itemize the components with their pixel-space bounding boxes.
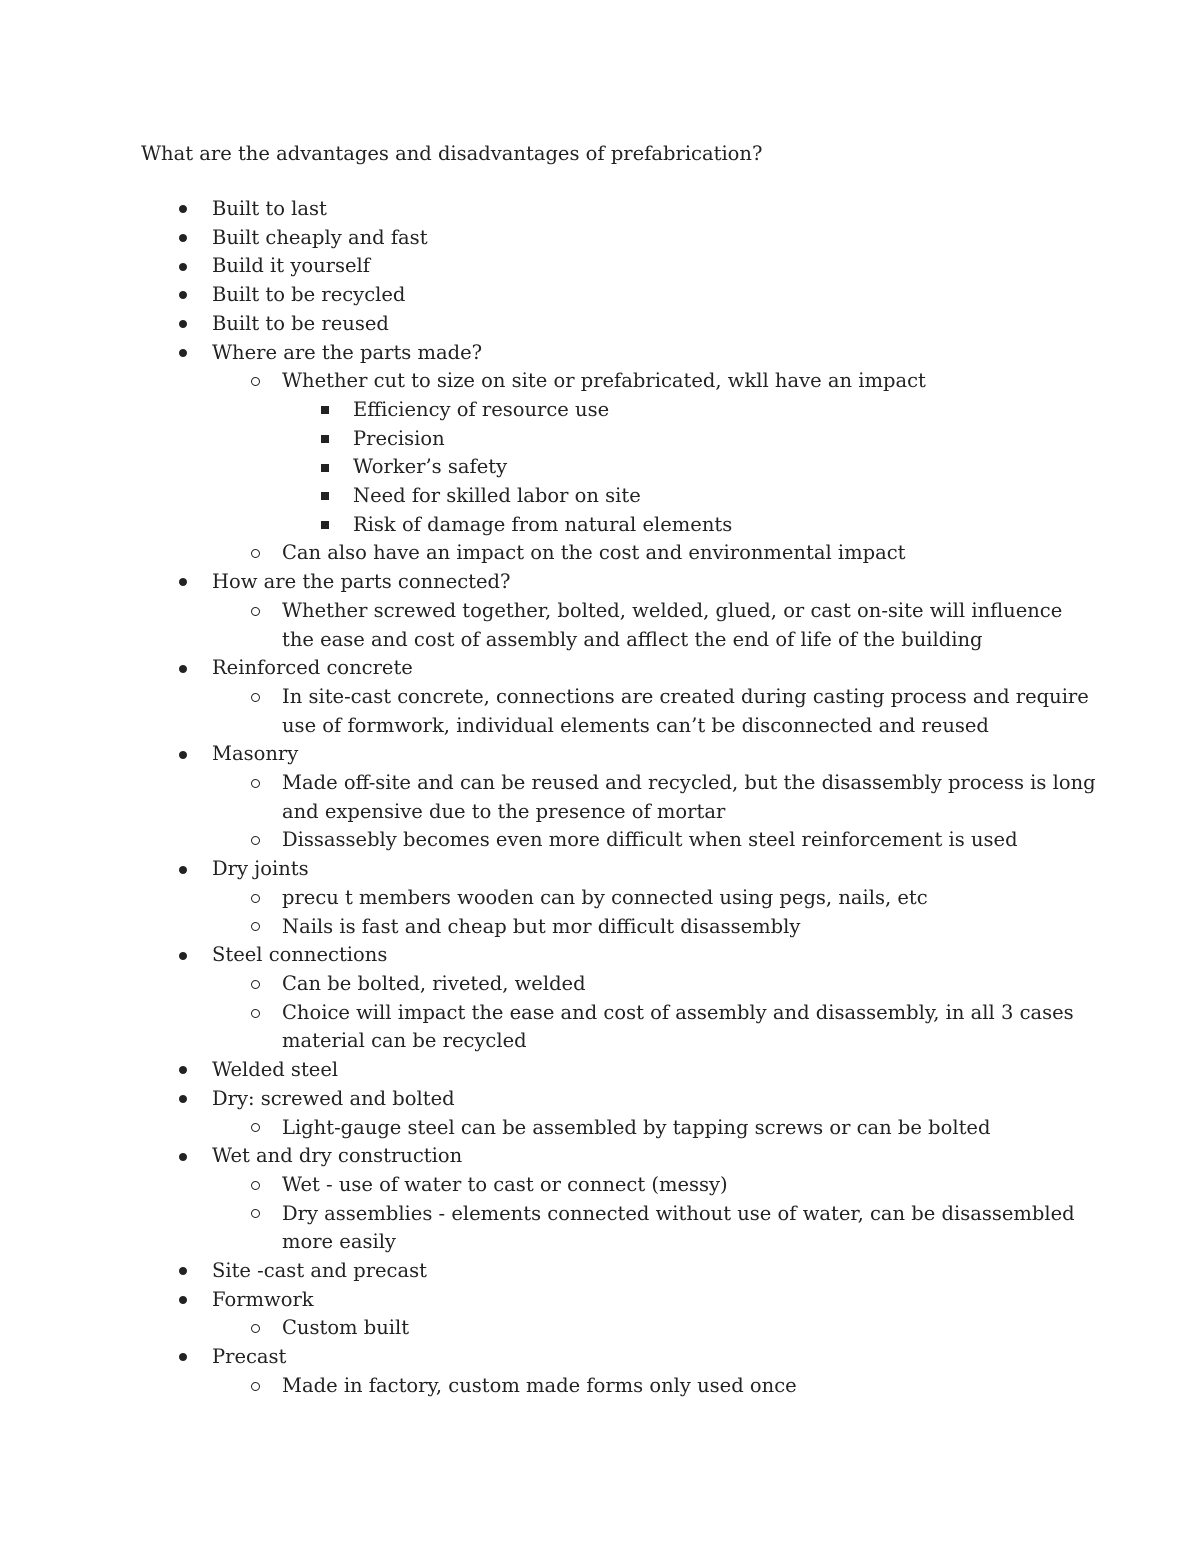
outline-item-text: Efficiency of resource use — [353, 397, 610, 421]
bullet-circle-icon — [249, 597, 261, 626]
outline-item-level-1 — [0, 654, 1200, 683]
outline-item-text: Formwork — [212, 1287, 314, 1311]
outline-item-level-2 — [0, 769, 1200, 826]
outline-item-level-1 — [0, 740, 1200, 769]
bullet-disc-icon — [177, 1085, 189, 1114]
outline-item-level-2 — [0, 367, 1200, 396]
outline-item-text: Site -cast and precast — [212, 1259, 427, 1283]
outline-item-text: Precision — [353, 426, 445, 450]
outline-item-level-1 — [0, 195, 1200, 224]
outline-item-level-2 — [0, 683, 1200, 740]
bullet-disc-icon — [177, 855, 189, 884]
outline-item-level-3 — [0, 482, 1200, 511]
outline-item-text-continued: more easily — [282, 1230, 396, 1254]
outline-item-level-2 — [0, 1114, 1200, 1143]
outline-item-text: Dry joints — [212, 857, 309, 881]
outline-item-text: Built to last — [212, 197, 327, 220]
outline-item-text: Worker’s safety — [353, 455, 508, 479]
outline-item-level-1 — [0, 1343, 1200, 1372]
outline-item-text: Need for skilled labor on site — [353, 484, 641, 508]
outline-item-text: Whether screwed together, bolted, welded, glued, or cast on-site will influence — [282, 598, 1063, 622]
bullet-disc-icon — [177, 195, 189, 224]
bullet-square-icon — [319, 511, 331, 540]
bullet-square-icon — [319, 453, 331, 482]
outline-item-text: Dry assemblies - elements connected without use of water, can be disassembled — [282, 1201, 1075, 1225]
bullet-disc-icon — [177, 1056, 189, 1085]
bullet-disc-icon — [177, 224, 189, 253]
bullet-circle-icon — [249, 1171, 261, 1200]
bullet-circle-icon — [249, 999, 261, 1028]
outline-item-text-continued: the ease and cost of assembly and afflect the end of life of the building — [282, 627, 983, 651]
outline-item-text-continued: and expensive due to the presence of mortar — [282, 799, 726, 823]
outline-item-text: Masonry — [212, 742, 299, 766]
bullet-disc-icon — [177, 568, 189, 597]
bullet-circle-icon — [249, 683, 261, 712]
question-heading: What are the advantages and disadvantages of prefabrication? — [141, 142, 763, 165]
outline-item-text: Steel connections — [212, 943, 388, 967]
outline-item-text: Choice will impact the ease and cost of assembly and disassembly, in all 3 cases — [282, 1000, 1074, 1024]
outline-item-text: Can be bolted, riveted, welded — [282, 971, 586, 995]
bullet-square-icon — [319, 425, 331, 454]
outline-item-text: Wet and dry construction — [212, 1144, 463, 1168]
bullet-disc-icon — [177, 1142, 189, 1171]
bullet-disc-icon — [177, 740, 189, 769]
outline-item-level-1 — [0, 252, 1200, 281]
bullet-circle-icon — [249, 539, 261, 568]
outline-item-level-3 — [0, 425, 1200, 454]
outline-item-level-2 — [0, 1171, 1200, 1200]
outline-item-text: Dissassebly becomes even more difficult when steel reinforcement is used — [282, 828, 1018, 852]
outline-item-level-1 — [0, 1257, 1200, 1286]
outline-item-text: Made off-site and can be reused and recycled, but the disassembly process is long — [282, 771, 1096, 795]
outline-item-text: Welded steel — [212, 1058, 339, 1082]
outline-item-text: Built to be reused — [212, 311, 389, 335]
outline-item-level-3 — [0, 453, 1200, 482]
bullet-disc-icon — [177, 1257, 189, 1286]
outline-item-text: Custom built — [282, 1316, 410, 1340]
outline-item-text: In site-cast concrete, connections are created during casting process and require — [282, 684, 1089, 708]
bullet-circle-icon — [249, 769, 261, 798]
bullet-square-icon — [319, 482, 331, 511]
bullet-circle-icon — [249, 884, 261, 913]
outline-item-text: Can also have an impact on the cost and environmental impact — [282, 541, 906, 565]
outline-item-level-2 — [0, 884, 1200, 913]
outline-item-level-2 — [0, 999, 1200, 1056]
outline-item-level-1 — [0, 224, 1200, 253]
outline-item-text: Reinforced concrete — [212, 656, 413, 680]
outline-item-text: Where are the parts made? — [212, 340, 483, 364]
outline-item-level-1 — [0, 1085, 1200, 1114]
bullet-circle-icon — [249, 1114, 261, 1143]
outline-item-text: Build it yourself — [212, 254, 370, 278]
outline-item-text: Dry: screwed and bolted — [212, 1086, 455, 1110]
outline-item-level-1 — [0, 568, 1200, 597]
bullet-circle-icon — [249, 1200, 261, 1229]
bullet-square-icon — [319, 396, 331, 425]
outline-item-text: Built to be recycled — [212, 283, 406, 307]
outline-item-text: Nails is fast and cheap but mor difficult disassembly — [282, 914, 801, 938]
outline-item-text: How are the parts connected? — [212, 570, 511, 594]
outline-item-level-1 — [0, 310, 1200, 339]
bullet-disc-icon — [177, 310, 189, 339]
bullet-circle-icon — [249, 913, 261, 942]
outline-item-level-2 — [0, 826, 1200, 855]
outline-item-level-2 — [0, 970, 1200, 999]
outline-item-text: Wet - use of water to cast or connect (messy) — [282, 1172, 728, 1196]
outline-item-level-1 — [0, 1056, 1200, 1085]
bullet-circle-icon — [249, 367, 261, 396]
outline-item-level-1 — [0, 281, 1200, 310]
outline-item-text: Made in factory, custom made forms only used once — [282, 1373, 797, 1397]
bullet-outline — [0, 195, 1200, 1401]
bullet-disc-icon — [177, 281, 189, 310]
outline-item-level-1 — [0, 855, 1200, 884]
bullet-disc-icon — [177, 339, 189, 368]
outline-item-level-3 — [0, 511, 1200, 540]
outline-item-text: precu t members wooden can by connected using pegs, nails, etc — [282, 885, 928, 909]
outline-item-text: Built cheaply and fast — [212, 225, 428, 249]
outline-item-text-continued: use of formwork, individual elements can’t be disconnected and reused — [282, 713, 989, 737]
bullet-disc-icon — [177, 252, 189, 281]
outline-item-level-1 — [0, 1286, 1200, 1315]
outline-item-text: Risk of damage from natural elements — [353, 512, 733, 536]
bullet-disc-icon — [177, 1286, 189, 1315]
bullet-circle-icon — [249, 826, 261, 855]
outline-item-level-2 — [0, 1314, 1200, 1343]
outline-item-level-2 — [0, 1372, 1200, 1401]
bullet-circle-icon — [249, 1314, 261, 1343]
bullet-circle-icon — [249, 1372, 261, 1401]
outline-item-text: Light-gauge steel can be assembled by tapping screws or can be bolted — [282, 1115, 991, 1139]
outline-item-text: Precast — [212, 1345, 287, 1369]
bullet-disc-icon — [177, 1343, 189, 1372]
outline-item-level-1 — [0, 941, 1200, 970]
bullet-disc-icon — [177, 654, 189, 683]
outline-item-text: Whether cut to size on site or prefabricated, wkll have an impact — [282, 369, 926, 393]
outline-item-level-3 — [0, 396, 1200, 425]
outline-item-level-1 — [0, 339, 1200, 368]
bullet-disc-icon — [177, 941, 189, 970]
outline-item-level-1 — [0, 1142, 1200, 1171]
outline-item-level-2 — [0, 597, 1200, 654]
bullet-circle-icon — [249, 970, 261, 999]
outline-item-level-2 — [0, 539, 1200, 568]
outline-item-level-2 — [0, 913, 1200, 942]
outline-item-level-2 — [0, 1200, 1200, 1257]
outline-item-text-continued: material can be recycled — [282, 1029, 527, 1053]
